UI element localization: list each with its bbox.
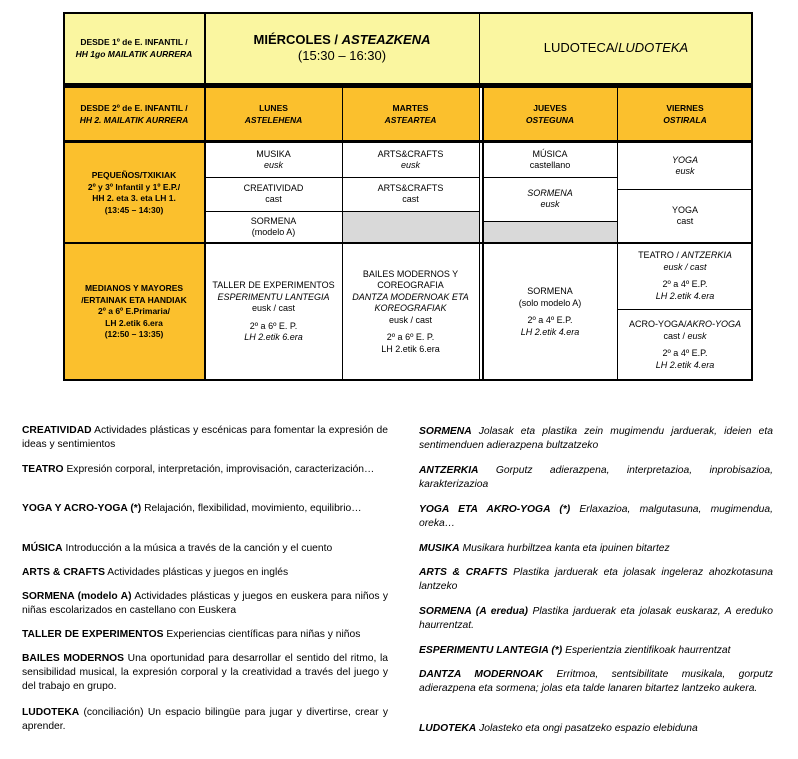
legend-text: Actividades plásticas y juegos en inglés — [104, 567, 289, 578]
activity-name: YOGA — [671, 154, 698, 165]
ludoteca-eu: LUDOTEKA — [618, 40, 689, 55]
big-monday — [205, 243, 342, 381]
activity-level: 2º a 6º E. P. — [249, 320, 298, 331]
legend-es-taller — [22, 628, 388, 642]
activity-name: MUSIKA — [256, 148, 291, 159]
header-wednesday — [205, 12, 479, 84]
activity-level-eu: LH 2.etik 6.era — [244, 332, 303, 343]
legend-text: Musikara hurbiltzea kanta eta ipuinen bitartez — [459, 543, 670, 554]
wednesday-time: (15:30 – 16:30) — [297, 48, 387, 63]
header-infantil-1-es: DESDE 1º de E. INFANTIL / — [80, 37, 188, 47]
legend-eu-arts-crafts — [419, 566, 773, 594]
group-big-time: (12:50 – 13:35) — [104, 329, 164, 340]
legend-text: Erritmoa, sentsibilitate musikala, gorputz adierazpena eta sormena; jolas eta talde lanaren bitartez lantzeko aukera. — [419, 669, 773, 694]
legend-eu-antzerkia — [419, 464, 773, 492]
day-header-friday — [617, 88, 753, 140]
activity-model: (modelo A) — [251, 227, 296, 237]
legend-eu-musika — [419, 542, 773, 556]
legend-eu-sormena-a — [419, 605, 773, 633]
activity-lang: eusk — [540, 199, 560, 209]
activity-level-eu: LH 2.etik 4.era — [655, 290, 715, 301]
day-divider — [63, 140, 753, 143]
small-tuesday-2 — [342, 177, 479, 211]
activity-lang: cast — [265, 194, 282, 204]
header-infantil-2 — [63, 88, 205, 140]
activity-model: (solo modelo A) — [518, 297, 582, 308]
activity-lang: eusk / cast — [388, 314, 433, 325]
wednesday-es: MIÉRCOLES / — [253, 32, 342, 47]
activity-lang: cast — [676, 216, 694, 226]
small-monday-2 — [205, 177, 342, 211]
legend-text: (conciliación) Un espacio bilingüe para jugar y divertirse, crear y aprender. — [22, 707, 388, 732]
small-tuesday-1 — [342, 143, 479, 177]
legend-term: LUDOTEKA — [22, 707, 80, 718]
legend-text: Plastika jarduerak eta jolasak euskaraz, A ereduko haurrentzat. — [419, 606, 773, 631]
activity-name-2: COREOGRAFIA — [377, 280, 444, 291]
activity-name: SORMENA — [527, 187, 573, 198]
col-divider-3b — [482, 88, 484, 381]
activity-lang: cast / — [663, 330, 688, 341]
day-monday-eu: ASTELEHENA — [244, 115, 303, 125]
legend-es-musica — [22, 542, 388, 556]
legend-term: ARTS & CRAFTS — [22, 567, 105, 578]
activity-level-eu: LH 2.etik 4.era — [520, 326, 580, 337]
activity-level: 2º a 6º E. P. — [386, 332, 435, 343]
row-line-fri-1 — [617, 189, 753, 190]
legend-term: LUDOTEKA — [419, 723, 477, 734]
header-ludoteca — [479, 12, 753, 84]
activity-lang: eusk / cast — [251, 303, 296, 314]
legend-text: Experiencias científicas para niñas y niños — [163, 629, 361, 640]
legend-term: TEATRO — [22, 464, 64, 475]
activity-lang: eusk — [400, 160, 420, 170]
activity-level: 2º a 4º E.P. — [662, 279, 708, 289]
row-line-thu-2 — [483, 221, 617, 222]
big-friday-1 — [617, 243, 753, 309]
activity-name: BAILES MODERNOS Y — [362, 268, 459, 279]
legend-es-yoga — [22, 502, 388, 516]
activity-name: YOGA — [671, 204, 698, 215]
legend-term: YOGA Y ACRO-YOGA (*) — [22, 503, 142, 514]
group-small-time: (13:45 – 14:30) — [104, 204, 164, 215]
activity-name: ACRO-YOGA/ — [628, 319, 687, 329]
day-header-monday — [205, 88, 342, 140]
legend-term: ANTZERKIA — [419, 465, 479, 476]
legend-term: SORMENA (modelo A) — [22, 591, 132, 602]
activity-lang: cast — [402, 194, 419, 204]
header-infantil-1-eu: HH 1go MAILATIK AURRERA — [75, 49, 193, 59]
legend-es-ludoteka — [22, 706, 388, 734]
activity-name: ARTS&CRAFTS — [377, 182, 444, 193]
legend-term: TALLER DE EXPERIMENTOS — [22, 629, 164, 640]
legend-eu-yoga — [419, 503, 773, 531]
day-tuesday-es: MARTES — [392, 103, 429, 113]
day-thursday-eu: OSTEGUNA — [525, 115, 575, 125]
activity-name: TALLER DE EXPERIMENTOS — [212, 280, 335, 291]
day-header-tuesday — [342, 88, 479, 140]
activity-name: SORMENA — [527, 286, 573, 296]
activity-lang: eusk / cast — [663, 261, 707, 272]
legend-eu-sormena — [419, 425, 773, 453]
group-small — [63, 143, 205, 243]
header-infantil-2-es: DESDE 2º de E. INFANTIL / — [80, 103, 188, 113]
legend-text: Gorputz adierazpena, interpretazioa, inprobisazioa, karakterizazioa — [419, 465, 773, 490]
small-friday-1 — [617, 143, 753, 189]
day-monday-es: LUNES — [259, 103, 288, 113]
legend-es-sormena — [22, 590, 388, 618]
legend-eu-ludoteka — [419, 722, 773, 736]
activity-name-eu: DANTZA MODERNOAK ETA — [352, 291, 469, 302]
group-small-grades: 2º y 3º Infantil y 1º E.P./ — [87, 181, 181, 192]
small-thursday-2 — [483, 177, 617, 221]
legend-term: MÚSICA — [22, 543, 63, 554]
legend-term: ARTS & CRAFTS — [419, 567, 508, 578]
group-big-name: MEDIANOS Y MAYORES — [84, 283, 184, 294]
big-thursday — [483, 243, 617, 381]
activity-name: ARTS&CRAFTS — [377, 148, 444, 159]
col-divider-3a — [479, 12, 481, 381]
activity-level-eu: LH 2.etik 6.era — [381, 343, 440, 354]
day-header-thursday — [483, 88, 617, 140]
legend-es-teatro — [22, 463, 388, 477]
legend-term: DANTZA MODERNOAK — [419, 669, 544, 680]
legend-eu-dantza — [419, 668, 773, 696]
group-big-grades-eu: LH 2.etik 6.era — [105, 317, 163, 328]
activity-name-eu-2: KOREOGRAFIAK — [374, 303, 447, 314]
activity-name-eu: AKRO-YOGA — [686, 319, 742, 329]
group-divider — [63, 242, 753, 244]
legend-es-creatividad — [22, 424, 388, 452]
small-thursday-empty — [483, 221, 617, 243]
legend-term: CREATIVIDAD — [22, 425, 92, 436]
legend-term: MUSIKA — [419, 543, 460, 554]
legend-term: ESPERIMENTU LANTEGIA (*) — [419, 645, 563, 656]
activity-name: TEATRO / — [638, 250, 682, 260]
legend-text: Erlaxazioa, malgutasuna, mugimendua, oreka… — [419, 504, 773, 529]
col-divider-4 — [617, 88, 618, 381]
row-line-small-2 — [205, 211, 479, 212]
header-divider — [63, 83, 753, 88]
legend-text: Jolasteko eta ongi pasatzeko espazio elebiduna — [476, 723, 698, 734]
legend-es-arts-crafts — [22, 566, 388, 580]
day-friday-es: VIERNES — [666, 103, 704, 113]
legend-text: Esperientzia zientifikoak haurrentzat — [562, 645, 731, 656]
activity-name: MÚSICA — [532, 148, 568, 159]
activity-name-eu: ESPERIMENTU LANTEGIA — [217, 291, 330, 302]
activity-lang: eusk — [263, 160, 283, 170]
small-friday-2 — [617, 189, 753, 243]
activity-lang: eusk — [675, 166, 695, 176]
activity-name: CREATIVIDAD — [243, 182, 304, 193]
activity-level-eu: LH 2.etik 4.era — [655, 359, 715, 370]
legend-text: Actividades plásticas y juegos en euskera para niños y niñas escolarizados en castellano con Euskera — [22, 591, 388, 616]
legend-text: Actividades plásticas y escénicas para fomentar la expresión de ideas y sentimientos — [22, 425, 388, 450]
activity-lang: castellano — [529, 160, 571, 170]
legend-text: Plastika jarduerak eta jolasak ingeleraz ahozkotasuna lantzeko — [419, 567, 773, 592]
group-big — [63, 243, 205, 381]
big-friday-2 — [617, 309, 753, 381]
small-tuesday-empty — [342, 211, 479, 243]
col-divider-1 — [204, 12, 206, 381]
legend-term: BAILES MODERNOS — [22, 653, 125, 664]
day-friday-eu: OSTIRALA — [663, 115, 707, 125]
activity-name: SORMENA — [250, 215, 297, 226]
legend-text: Relajación, flexibilidad, movimiento, equilibrio… — [141, 503, 362, 514]
col-divider-2 — [342, 88, 343, 381]
legend-text: Jolasak eta plastika zein mugimendu jarduerak, ideien eta sentimenduen adierazpena bultzatzeko — [419, 426, 773, 451]
group-small-grades-eu: HH 2. eta 3. eta LH 1. — [92, 193, 176, 203]
legend-term: SORMENA — [419, 426, 472, 437]
group-big-grades: 2º a 6º E.Primaria/ — [98, 306, 170, 317]
day-thursday-es: JUEVES — [533, 103, 567, 113]
legend-text: Expresión corporal, interpretación, improvisación, caracterización… — [63, 464, 375, 475]
activity-level: 2º a 4º E.P. — [527, 315, 573, 325]
legend-es-bailes — [22, 652, 388, 694]
day-tuesday-eu: ASTEARTEA — [384, 115, 437, 125]
activity-level: 2º a 4º E.P. — [662, 348, 708, 358]
legend-term: YOGA ETA AKRO-YOGA (*) — [419, 504, 571, 515]
activity-lang-eu: eusk — [687, 330, 707, 341]
small-monday-1 — [205, 143, 342, 177]
group-small-name: PEQUEÑOS/TXIKIAK — [91, 170, 177, 180]
row-line-thu-1 — [483, 177, 617, 178]
legend-text: Una oportunidad para desarrollar el sentido del ritmo, la sensibilidad musical, la expresión corporal y la creatividad a través del juego y del trabajo en grupo. — [22, 653, 389, 692]
activity-name-eu: ANTZERKIA — [681, 250, 732, 260]
small-monday-3 — [205, 211, 342, 243]
big-tuesday — [342, 243, 479, 381]
legend-term: SORMENA (A eredua) — [419, 606, 528, 617]
wednesday-eu: ASTEAZKENA — [341, 32, 431, 47]
small-thursday-1 — [483, 143, 617, 177]
row-line-fri-2 — [617, 309, 753, 310]
row-line-small-1 — [205, 177, 479, 178]
header-infantil-2-eu: HH 2. MAILATIK AURRERA — [79, 115, 189, 125]
group-big-name-eu: /ERTAINAK ETA HANDIAK — [81, 294, 187, 305]
legend-eu-esperimentu — [419, 644, 773, 658]
schedule-table — [63, 12, 753, 381]
legend-text: Introducción a la música a través de la canción y el cuento — [62, 543, 333, 554]
header-infantil-1 — [63, 12, 205, 84]
ludoteca-es: LUDOTECA/ — [543, 40, 619, 55]
